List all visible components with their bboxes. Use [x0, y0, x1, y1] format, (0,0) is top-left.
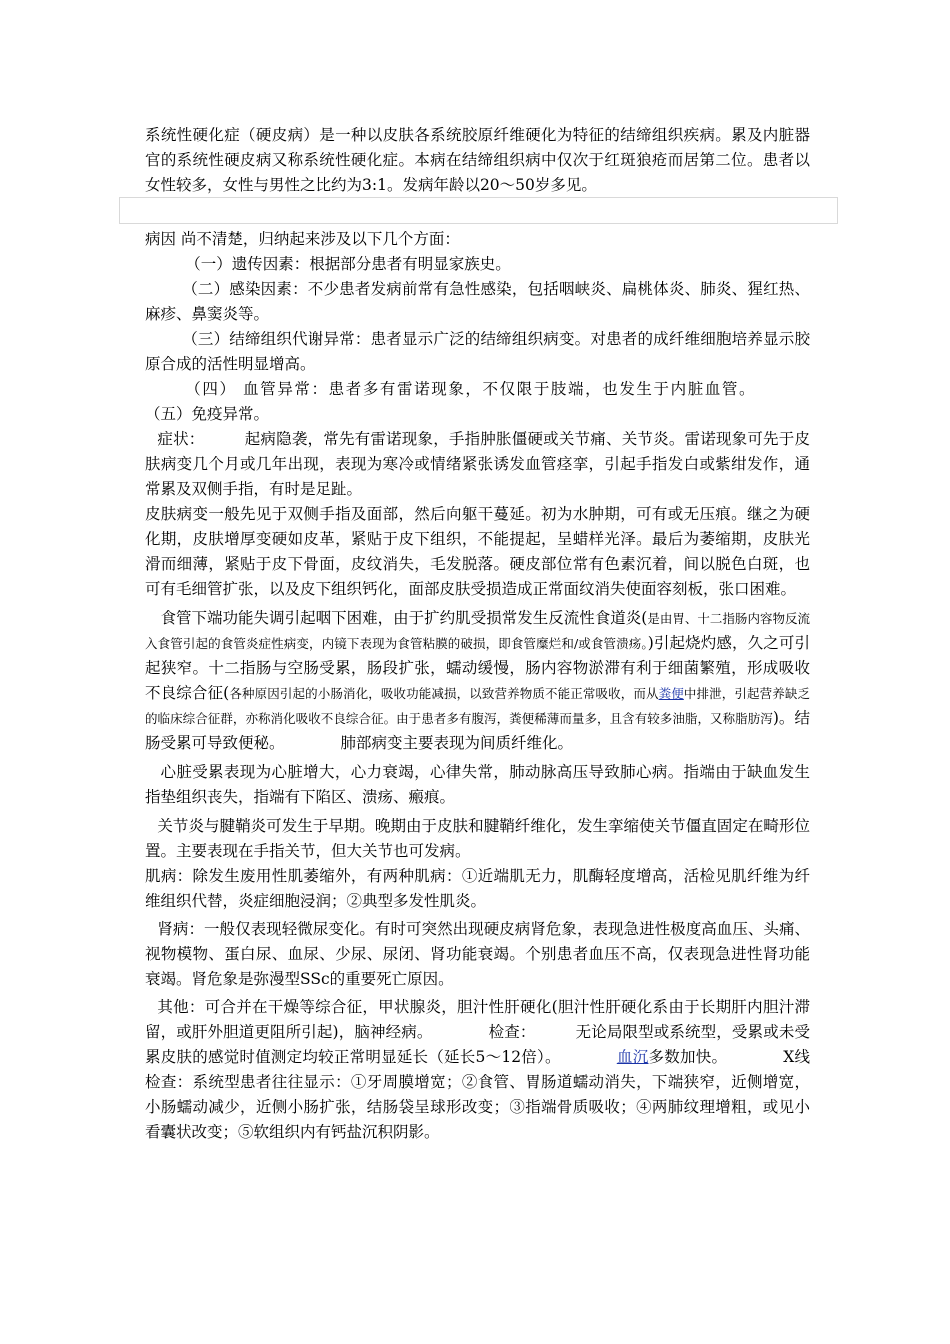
etiology-heading: 病因 尚不清楚，归纳起来涉及以下几个方面：	[145, 230, 460, 248]
gi-text-1: 食管下端功能失调引起咽下困难，由于扩约肌受损常发生反流性食道炎(	[160, 609, 648, 627]
esr-text: 多数加快。	[648, 1048, 728, 1066]
kidney-paragraph: 肾病：一般仅表现轻微尿变化。有时可突然出现硬皮病肾危象，表现急进性极度高血压、头痛、视物模物、蛋白尿、血尿、少尿、尿闭、肾功能衰竭。个别患者血压不高，仅表现急进性肾功能衰竭。肾危象是弥漫型SSc的重要死亡原因。	[145, 920, 810, 988]
other-text-2: )，脑神经病。	[332, 1023, 433, 1041]
etiology-item-infection: （二）感染因素：不少患者发病前常有急性感染，包括咽峡炎、扁桃体炎、肺炎、猩红热、麻疹、鼻窦炎等。	[145, 280, 810, 323]
muscle-paragraph: 肌病：除发生废用性肌萎缩外，有两种肌病：①近端肌无力，肌酶轻度增高，活检见肌纤维为纤维组织代替，炎症细胞浸润；②典型多发性肌炎。	[145, 867, 810, 910]
skin-paragraph: 皮肤病变一般先见于双侧手指及面部，然后向躯干蔓延。初为水肿期，可有或无压痕。继之为硬化期，皮肤增厚变硬如皮革，紧贴于皮下组织，不能提起，呈蜡样光泽。最后为萎缩期，皮肤光滑而细薄，紧贴于皮下骨面，皮纹消失，毛发脱落。硬皮部位常有色素沉着，间以脱色白斑，也可有毛细管扩张，以及皮下组织钙化，面部皮肤受损造成正常面纹消失使面容刻板，张口困难。	[145, 505, 810, 598]
symptoms-paragraph	[145, 427, 810, 502]
symptoms-onset: 起病隐袭，常先有雷诺现象，手指肿胀僵硬或关节痛、关节炎。雷诺现象可先于皮肤病变几个月或几年出现，表现为寒冷或情绪紧张诱发血管痉挛，引起手指发白或紫绀发作，通常累及双侧手指，有时是足趾。	[145, 430, 810, 498]
gi-text-2: )引起烧灼感，久之可引起狭窄。十二指肠与空肠受累，肠段扩张，蠕动缓慢，肠内容物淤滞有利于细菌繁殖，形成吸收不良综合征(	[145, 634, 810, 702]
gi-paragraph	[145, 606, 810, 756]
gi-note-malabsorption: 各种原因引起的小肠消化，吸收功能减损，以致营养物质不能正常吸收，而从	[229, 686, 659, 701]
other-text-1: 其他：可合并在干燥等综合征，甲状腺炎，胆汁性肝硬化(	[157, 998, 558, 1016]
empty-frame	[119, 197, 838, 224]
gi-text-3: )。结肠受累可导致便秘。	[145, 709, 810, 752]
xray-text: X线检查：系统型患者往往显示：①牙周膜增宽；②食管、胃肠道蠕动消失，下端狭窄，近侧增宽，小肠蠕动减少，近侧小肠扩张，结肠袋呈球形改变；③指端骨质吸收；④两肺纹理增粗，或见小看囊状改变；⑤软组织内有钙盐沉积阴影。	[145, 1048, 810, 1141]
feces-link[interactable]: 粪便	[658, 686, 684, 701]
heart-paragraph: 心脏受累表现为心脏增大，心力衰竭，心律失常，肺动脉高压导致肺心病。指端由于缺血发生指垫组织丧失，指端有下陷区、溃疡、瘢痕。	[145, 763, 810, 806]
intro-paragraph: 系统性硬化症（硬皮病）是一种以皮肤各系统胶原纤维硬化为特征的结缔组织疾病。累及内脏器官的系统性硬皮病又称系统性硬化症。本病在结缔组织病中仅次于红斑狼疮而居第二位。患者以女性较多，女性与男性之比约为3:1。发病年龄以20～50岁多见。	[145, 126, 810, 194]
exam-label: 检查：	[488, 1023, 536, 1041]
lung-text: 肺部病变主要表现为间质纤维化。	[340, 734, 574, 752]
other-note-cirrhosis: 胆汁性肝硬化系由于长期肝内胆汁滞留，或肝外胆道更阻所引起	[145, 998, 810, 1041]
gi-note-reflux: 是由胃、十二指肠内容物反流入食管引起的食管炎症性病变，内镜下表现为食管粘膜的破损，即食管糜烂和/或食管溃疡。	[145, 611, 810, 651]
etiology-item-genetic: （一）遗传因素：根据部分患者有明显家族史。	[185, 255, 511, 273]
gi-note-malabsorption-cont: 中排泄，引起营养缺乏的临床综合征群，亦称消化吸收不良综合征。由于患者多有腹泻，粪便稀薄而量多，且含有较多油脂，又称脂肪泻	[145, 686, 810, 726]
other-paragraph	[145, 995, 810, 1145]
etiology-item-metabolism: （三）结缔组织代谢异常：患者显示广泛的结缔组织病变。对患者的成纤维细胞培养显示胶原合成的活性明显增高。	[145, 330, 810, 373]
etiology-item-immune: （五）免疫异常。	[145, 405, 270, 423]
article-body	[145, 227, 810, 1145]
exam-text: 无论局限型或系统型，受累或未受累皮肤的感觉时值测定均较正常明显延长（延长5～12倍）。	[145, 1023, 810, 1066]
etiology-item-vascular: （四） 血管异常：患者多有雷诺现象，不仅限于肢端，也发生于内脏血管。	[185, 380, 757, 398]
intro-section	[145, 123, 810, 198]
symptoms-label: 症状：	[157, 430, 205, 448]
joint-paragraph: 关节炎与腱鞘炎可发生于早期。晚期由于皮肤和腱鞘纤维化，发生挛缩使关节僵直固定在畸形位置。主要表现在手指关节，但大关节也可发病。	[145, 817, 810, 860]
esr-link[interactable]: 血沉	[616, 1048, 649, 1066]
